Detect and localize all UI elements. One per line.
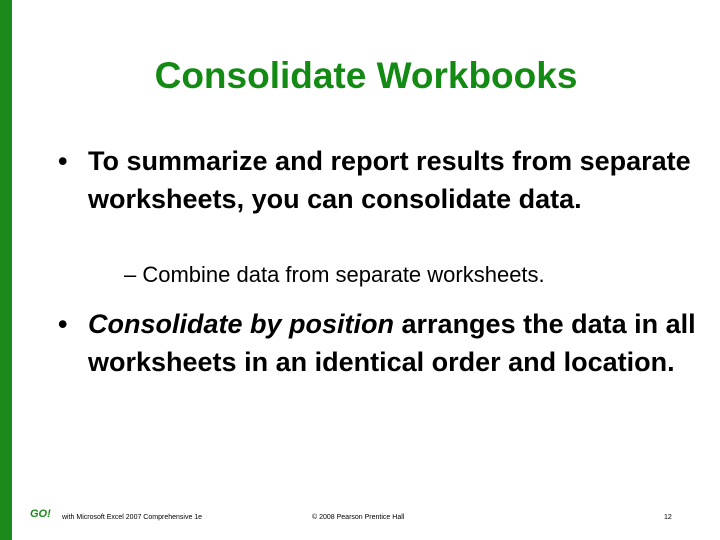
sub-bullet-item-1: – Combine data from separate worksheets. (124, 262, 545, 287)
footer-copyright: © 2008 Pearson Prentice Hall (312, 514, 405, 521)
bullet-item-2 (58, 305, 698, 381)
accent-bar (0, 0, 12, 540)
bullet-text-2 (88, 305, 698, 381)
footer-page-number: 12 (664, 514, 672, 521)
bullet-item-1 (58, 142, 698, 218)
go-logo-icon: GO! (30, 508, 51, 520)
bullet-emphasis: Consolidate by position (88, 309, 395, 339)
bullet-text-1: To summarize and report results from separate worksheets, you can consolidate data. (88, 146, 691, 214)
bullet-symbol: • (58, 309, 68, 339)
footer-course-title: with Microsoft Excel 2007 Comprehensive 1e (62, 514, 203, 521)
bullet-symbol: • (58, 146, 68, 176)
bullet-text-2-rest: arranges the data in all worksheets in an identical order and location. (88, 309, 696, 377)
slide-title: Consolidate Workbooks (154, 55, 578, 96)
